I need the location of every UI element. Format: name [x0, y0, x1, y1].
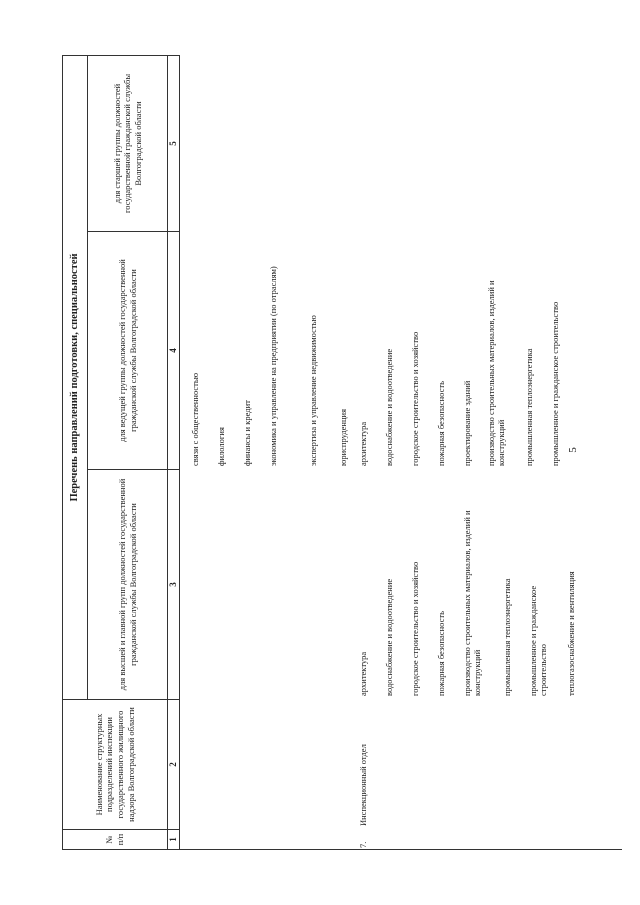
col4-header: для ведущей группы должностей государственной гражданской службы Волгоградской области [88, 232, 168, 470]
col-number-5: 5 [168, 55, 180, 232]
list-item: архитектура [358, 651, 368, 696]
list-item: промышленная теплоэнергетика [524, 348, 534, 466]
list-item: водоснабжение и водоотведение [384, 578, 394, 696]
list-item: производство строительных материалов, изделий и конструкций [486, 280, 507, 466]
col-number-3: 3 [168, 470, 180, 700]
col2-header: Наименование структурных подразделений инспекции государственного жилищного надзора Волгоградской области [62, 700, 168, 830]
col-number-4: 4 [168, 232, 180, 470]
group-header: Перечень направлений подготовки, специальностей [62, 55, 88, 700]
list-item: городское строительство и хозяйство [410, 331, 420, 466]
list-item: филология [216, 427, 226, 466]
list-item: финансы и кредит [242, 400, 252, 466]
list-item: экономика и управление на предприятии (по отраслям) [268, 266, 278, 466]
list-item: экспертиза и управление недвижимостью [308, 315, 318, 466]
list-item: водоснабжение и водоотведение [384, 348, 394, 466]
department-name: Инспекционный отдел [358, 744, 368, 826]
table [62, 55, 622, 850]
list-item: архитектура [358, 421, 368, 466]
list-item: пожарная безопасность [436, 611, 446, 696]
list-item: промышленная теплоэнергетика [502, 578, 512, 696]
list-item: теплогазоснабжение и вентиляция [566, 571, 576, 696]
col1-header: № п/п [62, 830, 168, 850]
row-number: 7. [358, 841, 368, 848]
list-item: промышленное и гражданское строительство [528, 585, 549, 696]
col-number-2: 2 [168, 700, 180, 830]
list-item: городское строительство и хозяйство [410, 561, 420, 696]
list-item: пожарная безопасность [436, 381, 446, 466]
table-frame [62, 55, 622, 850]
list-item: связи с общественностью [190, 372, 200, 466]
list-item: производство строительных материалов, изделий и конструкций [462, 510, 483, 696]
col-number-1: 1 [168, 830, 180, 850]
col3-header: для высшей и главной групп должностей государственной гражданской службы Волгоградской области [88, 470, 168, 700]
col5-header: для старшей группы должностей государственной гражданской службы Волгоградской области [88, 55, 168, 232]
list-item: юриспруденция [338, 409, 348, 466]
list-item: проектирование зданий [462, 380, 472, 466]
list-item: промышленное и гражданское строительство [550, 301, 560, 466]
column-divider [180, 849, 622, 850]
page-number: 5 [566, 447, 579, 453]
